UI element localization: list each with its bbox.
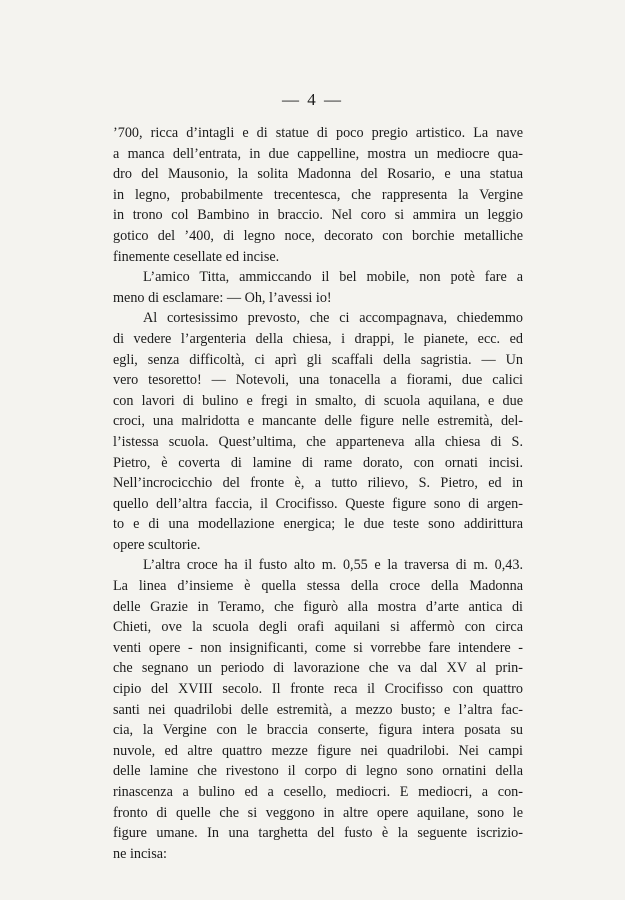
text-line: opere scultorie. — [113, 536, 201, 553]
text-line: fronto di quelle che si veggono in altre opere aquilane, sono le — [113, 804, 523, 821]
text-line: to e di una modellazione energica; le due teste sono addirittura — [113, 516, 523, 533]
text-line: a manca dell’entrata, in due cappelline, mostra un mediocre qua- — [113, 145, 523, 162]
text-line: finemente cesellate ed incise. — [113, 248, 280, 265]
text-line: venti opere - non insignificanti, come si vorrebbe fare intendere - — [113, 639, 523, 656]
text-line: vero tesoretto! — Notevoli, una tonacella a fiorami, due calici — [113, 372, 523, 389]
text-line: con lavori di bulino e fregi in smalto, di scuola aquilana, e due — [113, 392, 523, 409]
text-line: di vedere l’argenteria della chiesa, i drappi, le pianete, ecc. ed — [113, 330, 523, 347]
text-line: Al cortesissimo prevosto, che ci accompagnava, chiedemmo — [143, 310, 523, 327]
text-line: cipio del XVIII secolo. Il fronte reca il Crocifisso con quattro — [113, 681, 523, 698]
text-line: santi nei quadrilobi delle estremità, a mezzo busto; e l’altra fac- — [113, 701, 523, 718]
body-text — [113, 123, 523, 864]
text-line: Chieti, ove la scuola degli orafi aquilani si affermò con circa — [113, 619, 523, 636]
text-line: delle Grazie in Teramo, che figurò alla mostra d’arte antica di — [113, 598, 523, 615]
text-line: l’istessa scuola. Quest’ultima, che apparteneva alla chiesa di S. — [113, 433, 523, 450]
text-line: cia, la Vergine con le braccia conserte, figura intera posata su — [113, 722, 523, 739]
text-line: La linea d’insieme è quella stessa della croce della Madonna — [113, 578, 523, 595]
text-line: egli, senza difficoltà, ci aprì gli scaffali della sagristia. — Un — [113, 351, 523, 368]
page-number: — 4 — — [282, 90, 343, 109]
text-line: figure umane. In una targhetta del fusto è la seguente iscrizio- — [113, 825, 523, 842]
text-line: croci, una malridotta e mancante delle figure nelle estremità, del- — [113, 413, 523, 430]
text-line: rinascenza a bulino ed a cesello, mediocri. E mediocri, a con- — [113, 784, 523, 800]
text-line: delle lamine che rivestono il corpo di legno sono ornatini della — [113, 763, 523, 780]
text-line: Nell’incrocicchio del fronte è, a tutto rilievo, S. Pietro, ed in — [113, 475, 523, 492]
text-line: L’amico Titta, ammiccando il bel mobile, non potè fare a — [143, 269, 523, 286]
text-line: meno di esclamare: — Oh, l’avessi io! — [113, 289, 332, 306]
text-line: dro del Mausonio, la solita Madonna del Rosario, e una statua — [113, 166, 523, 183]
text-line: ’700, ricca d’intagli e di statue di poco pregio artistico. La nave — [113, 125, 523, 141]
text-line: gotico del ’400, di legno noce, decorato con borchie metalliche — [113, 227, 523, 244]
text-line: ne incisa: — [113, 845, 167, 862]
text-line: che segnano un periodo di lavorazione che va dal XV al prin- — [113, 660, 523, 677]
text-line: in legno, probabilmente trecentesca, che rappresenta la Vergine — [113, 186, 523, 203]
text-line: nuvole, ed altre quattro mezze figure nei quadrilobi. Nei campi — [113, 742, 523, 759]
text-line: L’altra croce ha il fusto alto m. 0,55 e la traversa di m. 0,43. — [143, 557, 523, 574]
text-line: in trono col Bambino in braccio. Nel coro si ammira un leggio — [113, 207, 523, 224]
text-line: quello dell’altra faccia, il Crocifisso. Queste figure sono di argen- — [113, 495, 523, 512]
text-line: Pietro, è coverta di lamine di rame dorato, con ornati incisi. — [113, 454, 523, 471]
